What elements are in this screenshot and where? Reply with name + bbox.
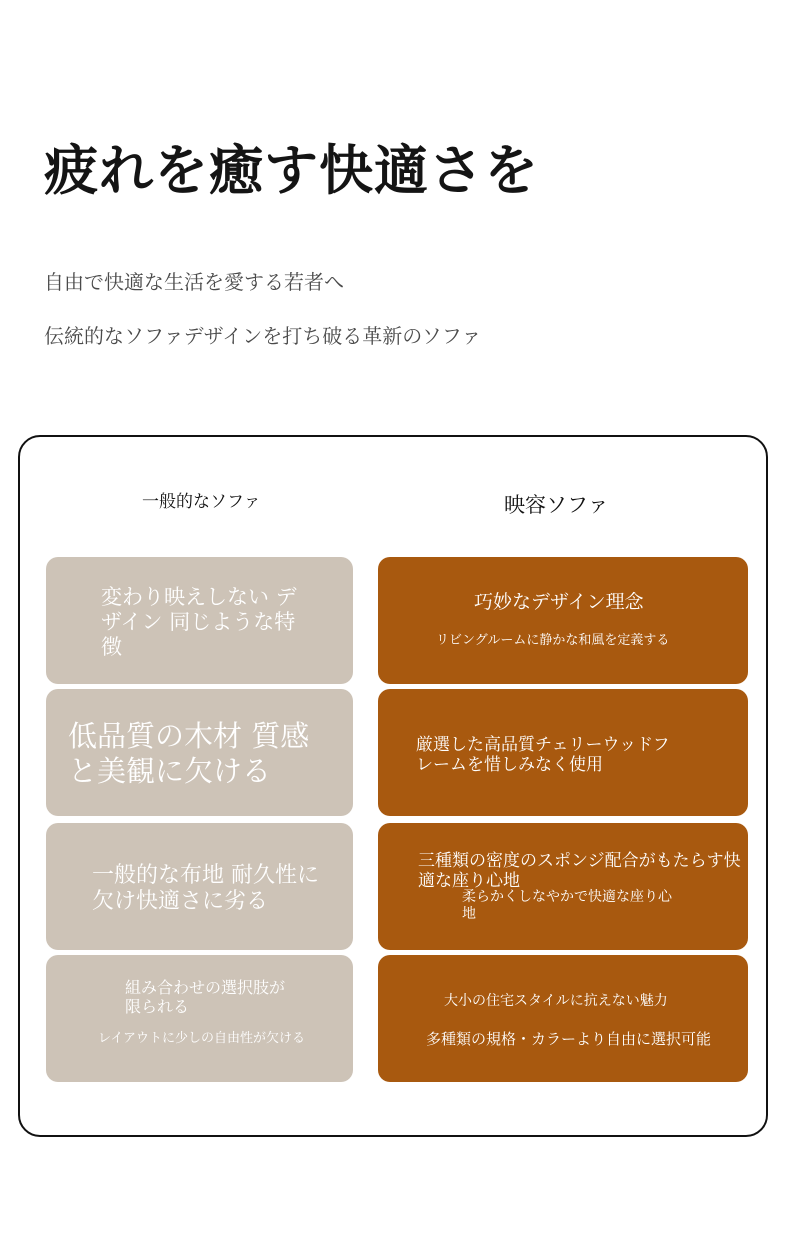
regular-sofa-cell-fabric <box>46 823 353 950</box>
cell-main-text: 一般的な布地 耐久性に欠け快適さに劣る <box>92 863 319 914</box>
cell-sub-text: 柔らかくしなやかで快適な座り心地 <box>462 889 672 922</box>
eiyou-sofa-cell-variety <box>378 955 748 1082</box>
regular-sofa-cell-wood <box>46 689 353 816</box>
regular-sofa-cell-layout <box>46 955 353 1082</box>
column-header-eiyou-sofa: 映容ソファ <box>504 493 609 517</box>
comparison-card <box>18 435 768 1137</box>
cell-main-text: 組み合わせの選択肢が限られる <box>125 978 286 1016</box>
cell-main-text: 厳選した高品質チェリーウッドフレームを惜しみなく使用 <box>416 735 670 776</box>
cell-main-text: 低品質の木材 質感と美観に欠ける <box>68 719 310 789</box>
cell-sub-text: 多種類の規格・カラーより自由に選択可能 <box>426 1030 712 1048</box>
page-headline: 疲れを癒す快適さを <box>44 139 539 202</box>
cell-sub-text: リビングルームに静かな和風を定義する <box>436 633 670 648</box>
subheadline-2: 伝統的なソファデザインを打ち破る革新のソファ <box>44 324 482 348</box>
regular-sofa-cell-design <box>46 557 353 684</box>
cell-main-text: 大小の住宅スタイルに抗えない魅力 <box>444 993 668 1009</box>
cell-sub-text: レイアウトに少しの自由性が欠ける <box>98 1031 305 1046</box>
cell-main-text: 変わり映えしない デザイン 同じような特徴 <box>101 585 297 659</box>
cell-main-text: 三種類の密度のスポンジ配合がもたらす快適な座り心地 <box>418 851 741 892</box>
cell-main-text: 巧妙なデザイン理念 <box>474 591 644 613</box>
eiyou-sofa-cell-design <box>378 557 748 684</box>
column-header-regular-sofa: 一般的なソファ <box>142 492 261 512</box>
eiyou-sofa-cell-sponge <box>378 823 748 950</box>
subheadline-1: 自由で快適な生活を愛する若者へ <box>44 270 344 294</box>
eiyou-sofa-cell-wood <box>378 689 748 816</box>
